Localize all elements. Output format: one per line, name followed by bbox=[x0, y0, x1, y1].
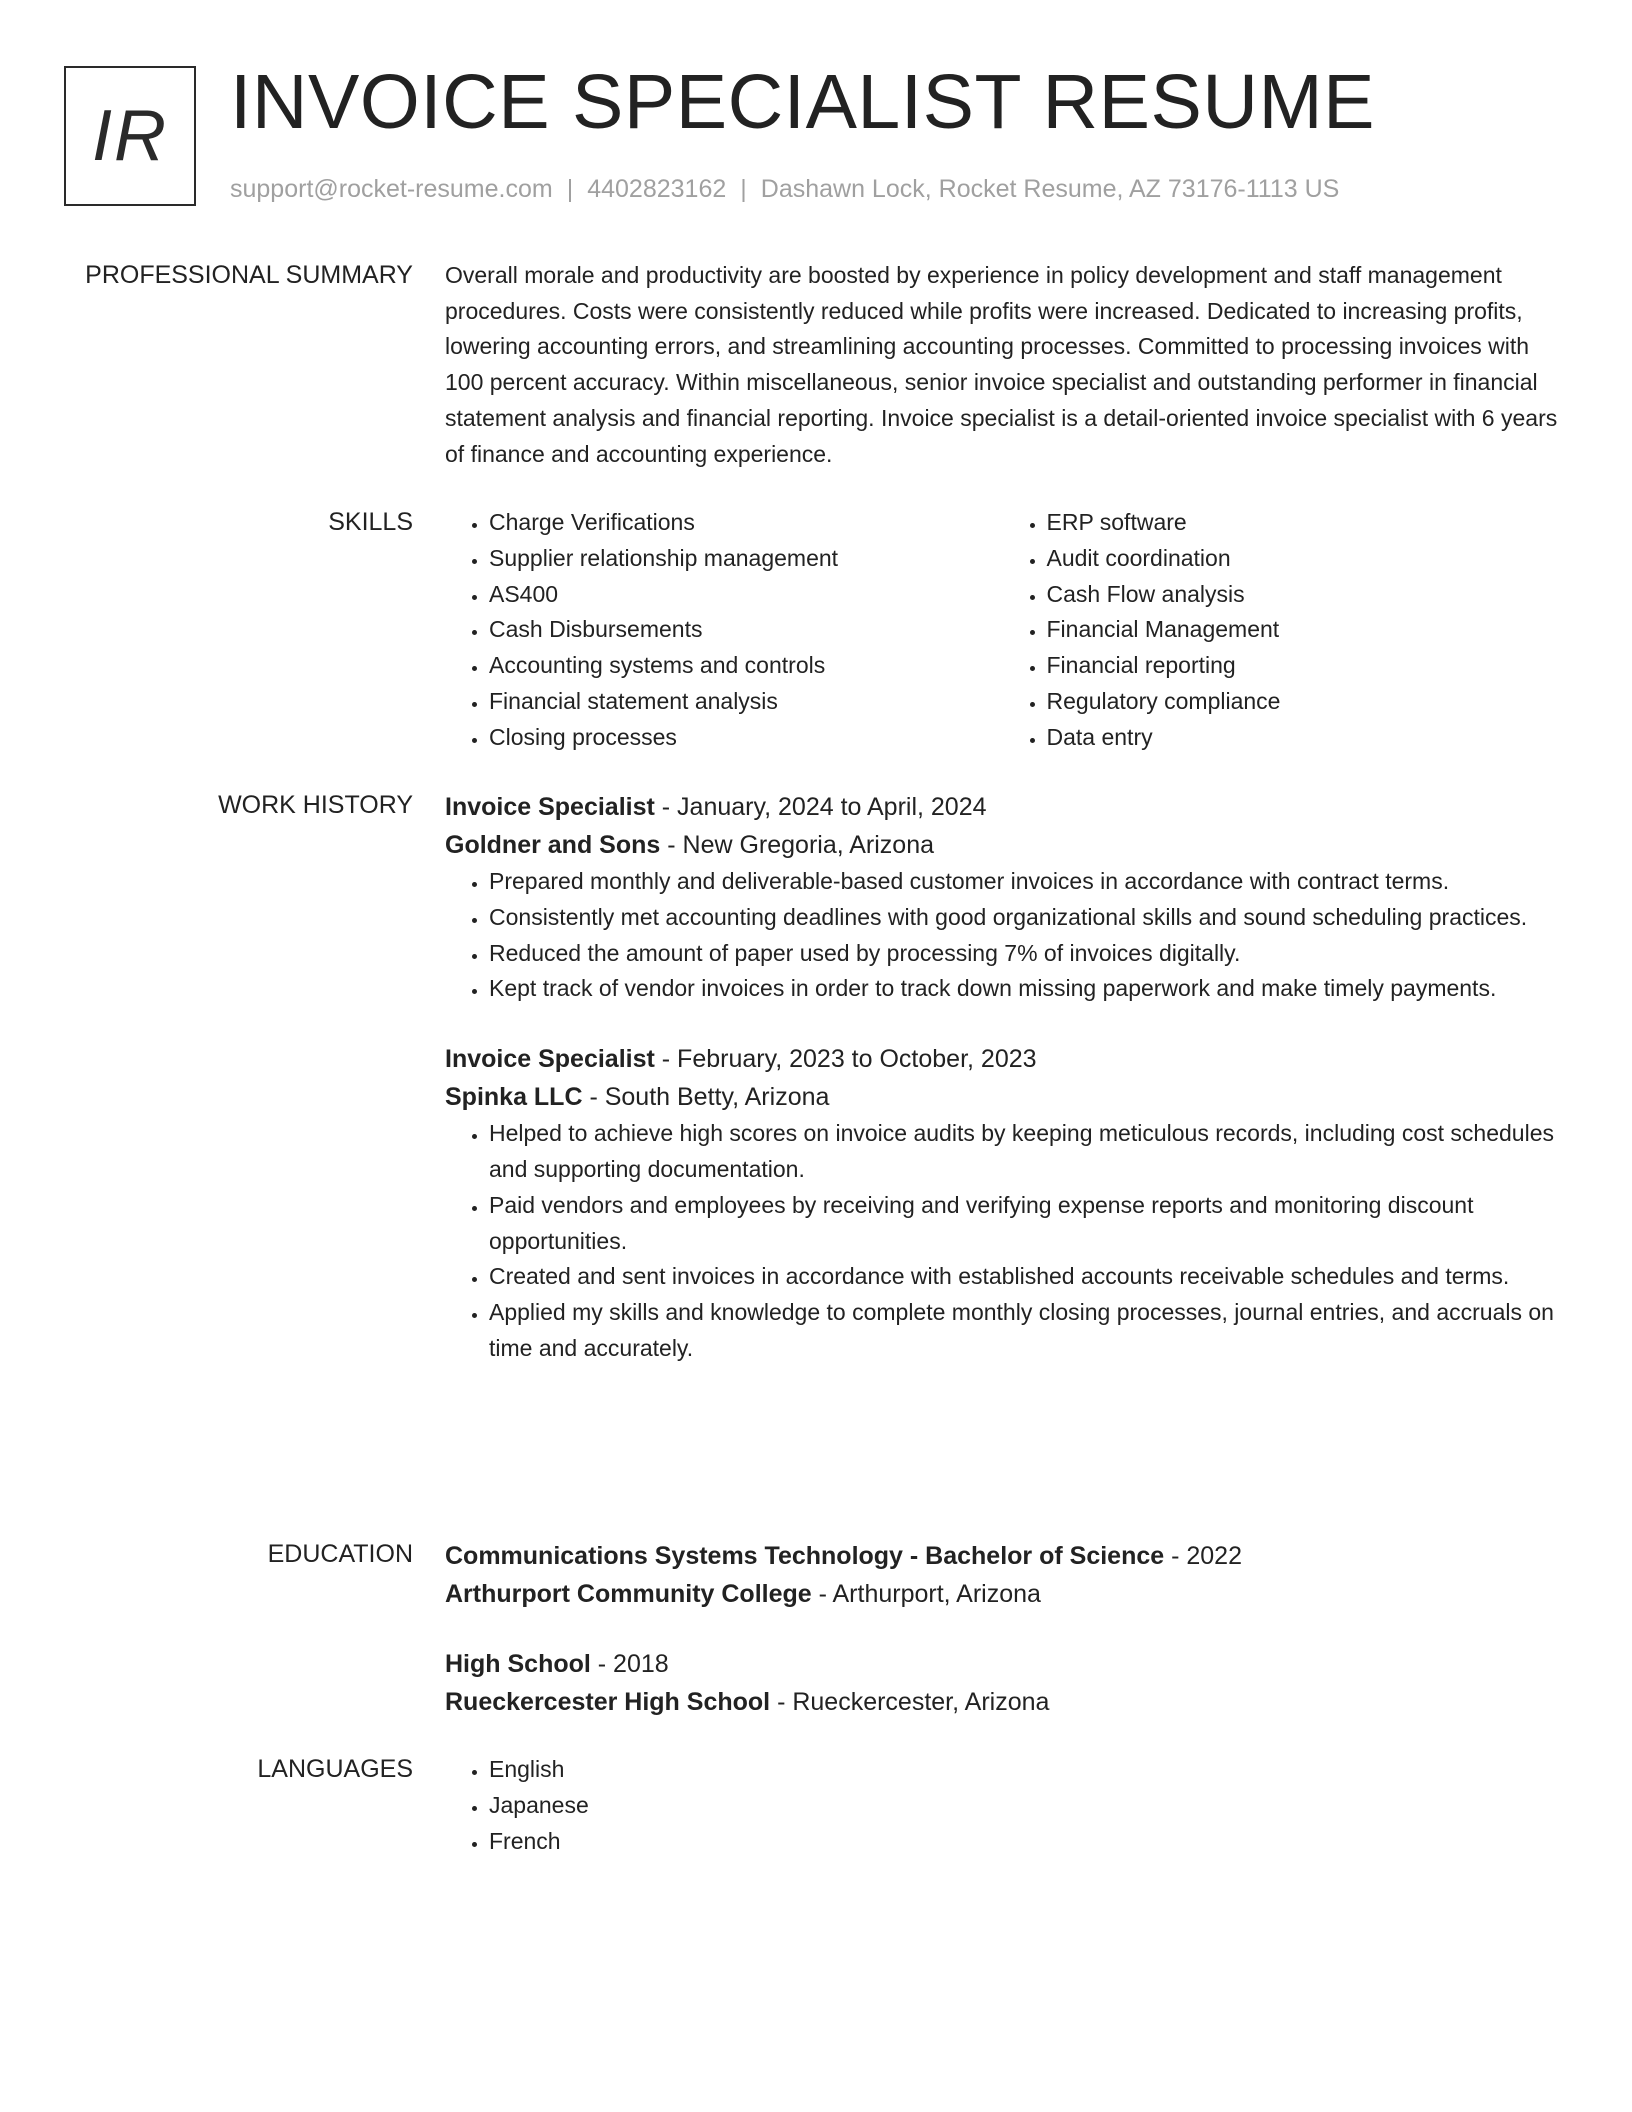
job-title-line bbox=[445, 788, 1560, 826]
job-company-line bbox=[445, 1078, 1560, 1116]
job-bullet: • Applied my skills and knowledge to complete monthly closing processes, journal entries, and accruals on time and accurately. bbox=[489, 1295, 1560, 1367]
section-label-languages: LANGUAGES bbox=[257, 1755, 413, 1783]
skill-item: • Accounting systems and controls bbox=[489, 648, 1003, 684]
education-entry bbox=[445, 1537, 1560, 1613]
skills-list-right bbox=[1003, 505, 1561, 756]
degree: High School bbox=[445, 1650, 591, 1678]
summary-text: Overall morale and productivity are boosted by experience in policy development and staff management procedures. Costs were consistently reduced while profits were increased. Dedicated to increasing profits, lowering accounting errors, and streamlining accounting processes. Committed to processing invoices with 100 percent accuracy. Within miscellaneous, senior invoice specialist and outstanding performer in financial statement analysis and financial reporting. Invoice specialist is a detail-oriented invoice specialist with 6 years of finance and accounting experience. bbox=[445, 262, 1558, 467]
job-bullet: • Prepared monthly and deliverable-based customer invoices in accordance with contract terms. bbox=[489, 864, 1560, 900]
company-name: Spinka LLC bbox=[445, 1083, 583, 1112]
job-bullets bbox=[445, 1116, 1560, 1367]
school-location: - Rueckercester, Arizona bbox=[770, 1688, 1050, 1716]
skills-list-left bbox=[445, 505, 1003, 756]
skill-item: • Supplier relationship management bbox=[489, 541, 1003, 577]
language-item: • French bbox=[489, 1824, 1560, 1860]
skill-item: • Closing processes bbox=[489, 720, 1003, 756]
language-item: • English bbox=[489, 1752, 1560, 1788]
job-company-line bbox=[445, 826, 1560, 864]
job-entry bbox=[445, 788, 1560, 1007]
skill-item: • Data entry bbox=[1047, 720, 1561, 756]
school-name: Arthurport Community College bbox=[445, 1580, 812, 1608]
degree-line bbox=[445, 1645, 1560, 1683]
skill-item: • Financial Management bbox=[1047, 612, 1561, 648]
job-dates: - February, 2023 to October, 2023 bbox=[654, 1045, 1037, 1074]
language-item: • Japanese bbox=[489, 1788, 1560, 1824]
job-bullet: • Helped to achieve high scores on invoice audits by keeping meticulous records, including cost schedules and supporting documentation. bbox=[489, 1116, 1560, 1188]
skill-item: • Charge Verifications bbox=[489, 505, 1003, 541]
job-bullet: • Paid vendors and employees by receiving and verifying expense reports and monitoring discount opportunities. bbox=[489, 1188, 1560, 1260]
skill-item: • Cash Disbursements bbox=[489, 612, 1003, 648]
languages-list bbox=[445, 1752, 1560, 1859]
job-bullets bbox=[445, 864, 1560, 1007]
contact-line bbox=[230, 172, 1339, 206]
company-location: - South Betty, Arizona bbox=[582, 1083, 830, 1112]
skill-item: • Cash Flow analysis bbox=[1047, 577, 1561, 613]
skill-item: • Financial statement analysis bbox=[489, 684, 1003, 720]
resume-title: INVOICE SPECIALIST RESUME bbox=[230, 59, 1375, 145]
job-title: Invoice Specialist bbox=[445, 793, 655, 821]
skill-item: • AS400 bbox=[489, 577, 1003, 613]
skill-item: • Financial reporting bbox=[1047, 648, 1561, 684]
section-label-skills: SKILLS bbox=[328, 508, 413, 536]
job-bullet: • Reduced the amount of paper used by processing 7% of invoices digitally. bbox=[489, 936, 1560, 972]
graduation-year: - 2018 bbox=[590, 1650, 669, 1678]
section-label-work: WORK HISTORY bbox=[218, 791, 413, 819]
graduation-year: - 2022 bbox=[1164, 1542, 1242, 1570]
separator: | bbox=[566, 175, 574, 203]
separator: | bbox=[740, 175, 747, 203]
school-line bbox=[445, 1575, 1560, 1613]
job-entry bbox=[445, 1040, 1560, 1367]
job-bullet: • Consistently met accounting deadlines with good organizational skills and sound scheduling practices. bbox=[489, 900, 1560, 936]
degree-line bbox=[445, 1537, 1560, 1575]
section-label-education: EDUCATION bbox=[267, 1540, 413, 1568]
school-name: Rueckercester High School bbox=[445, 1688, 771, 1716]
address: Dashawn Lock, Rocket Resume, AZ 73176-1113 US bbox=[760, 175, 1340, 203]
monogram-logo: IR bbox=[64, 66, 196, 206]
company-location: - New Gregoria, Arizona bbox=[660, 831, 935, 859]
skill-item: • ERP software bbox=[1047, 505, 1561, 541]
school-line bbox=[445, 1683, 1560, 1721]
degree: Communications Systems Technology - Bachelor of Science bbox=[445, 1542, 1165, 1570]
section-label-summary: PROFESSIONAL SUMMARY bbox=[85, 261, 413, 289]
job-dates: - January, 2024 to April, 2024 bbox=[654, 793, 987, 821]
skill-item: • Audit coordination bbox=[1047, 541, 1561, 577]
phone-number: 4402823162 bbox=[587, 175, 727, 203]
skill-item: • Regulatory compliance bbox=[1047, 684, 1561, 720]
email-link[interactable]: support@rocket-resume.com bbox=[230, 175, 553, 203]
company-name: Goldner and Sons bbox=[445, 831, 661, 859]
job-bullet: • Created and sent invoices in accordance with established accounts receivable schedules and terms. bbox=[489, 1259, 1560, 1295]
education-entry bbox=[445, 1645, 1560, 1721]
job-title: Invoice Specialist bbox=[445, 1045, 655, 1074]
job-bullet: • Kept track of vendor invoices in order to track down missing paperwork and make timely payments. bbox=[489, 971, 1560, 1007]
job-title-line bbox=[445, 1040, 1560, 1078]
school-location: - Arthurport, Arizona bbox=[811, 1580, 1041, 1608]
